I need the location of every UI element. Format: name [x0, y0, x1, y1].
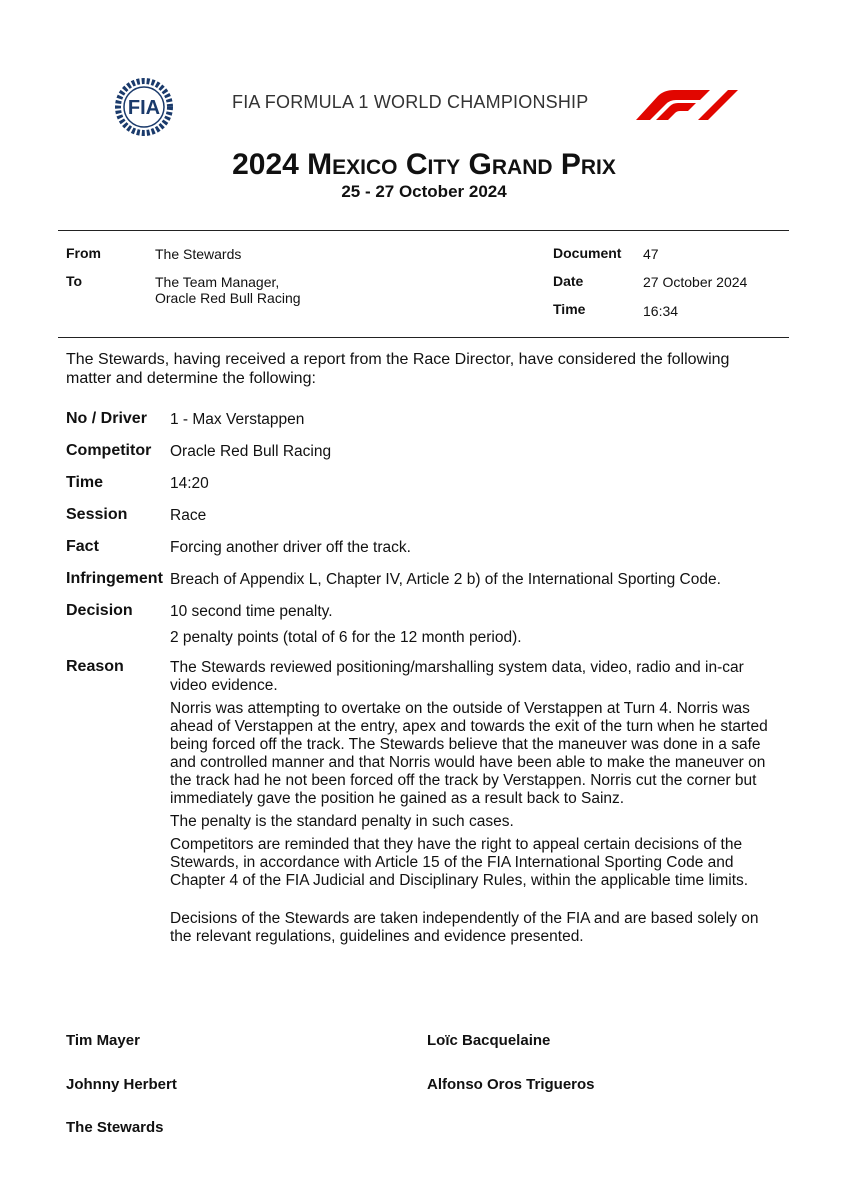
stewards-footer: The Stewards — [66, 1119, 164, 1136]
reason-paragraph: The Stewards reviewed positioning/marshalling system data, video, radio and in-car video evidence. — [170, 659, 744, 694]
steward-signature: Johnny Herbert — [66, 1076, 177, 1093]
f1-logo-icon — [636, 88, 738, 120]
championship-name: FIA FORMULA 1 WORLD CHAMPIONSHIP — [232, 92, 589, 112]
steward-signature: Tim Mayer — [66, 1032, 140, 1049]
to-value-line: Oracle Red Bull Racing — [155, 290, 301, 306]
decision-value — [170, 603, 770, 652]
top-divider — [58, 230, 789, 231]
reason-value — [170, 659, 770, 951]
decision-line: 10 second time penalty. — [170, 603, 333, 620]
from-value: The Stewards — [155, 246, 242, 262]
driver-value: 1 - Max Verstappen — [170, 411, 305, 428]
to-value-line: The Team Manager, — [155, 274, 280, 290]
competitor-value: Oracle Red Bull Racing — [170, 443, 332, 460]
reason-paragraph: Norris was attempting to overtake on the outside of Verstappen at Turn 4. Norris was ahead of Verstappen at the entry, apex and towards the exit of the turn when he started being forced off the track. The Stewards believe that the maneuver was done in a safe and controlled manner and that Norris would have been able to make the maneuver on the track had he not been forced off the track by Verstappen. Norris cut the corner but immediately gave the position he gained as a result back to Sainz. — [170, 700, 768, 807]
time-value: 16:34 — [643, 303, 679, 319]
reason-paragraph: Decisions of the Stewards are taken independently of the FIA and are based solely on the relevant regulations, guidelines and evidence presented. — [170, 910, 759, 945]
infringement-label: Infringement — [66, 570, 163, 587]
decision-line: 2 penalty points (total of 6 for the 12 month period). — [170, 629, 522, 646]
reason-paragraph: Competitors are reminded that they have the right to appeal certain decisions of the Stewards, in accordance with Article 15 of the FIA International Sporting Code and Chapter 4 of the FIA Judicial and Disciplinary Rules, within the applicable time limits. — [170, 836, 749, 889]
fia-logo-text: FIA — [127, 97, 161, 119]
reason-paragraph: The penalty is the standard penalty in such cases. — [170, 813, 514, 830]
event-dates: 25 - 27 October 2024 — [341, 182, 507, 201]
intro-text: The Stewards, having received a report from the Race Director, have considered the following matter and determine the following: — [66, 351, 730, 387]
competitor-label: Competitor — [66, 442, 152, 459]
date-value: 27 October 2024 — [643, 274, 748, 290]
reason-label: Reason — [66, 658, 124, 675]
document-header — [0, 0, 848, 140]
decision-label: Decision — [66, 602, 133, 619]
time-detail-label: Time — [66, 474, 104, 491]
date-label: Date — [553, 273, 584, 289]
time-label: Time — [553, 301, 586, 317]
to-label: To — [66, 273, 83, 289]
fact-value: Forcing another driver off the track. — [170, 539, 411, 556]
time-detail-value: 14:20 — [170, 475, 209, 492]
fact-label: Fact — [66, 538, 99, 555]
steward-signature: Alfonso Oros Trigueros — [427, 1076, 595, 1093]
steward-signature: Loïc Bacquelaine — [427, 1032, 551, 1049]
session-label: Session — [66, 506, 128, 523]
document-label: Document — [553, 245, 622, 261]
from-label: From — [66, 245, 101, 261]
to-value — [155, 274, 301, 306]
infringement-value: Breach of Appendix L, Chapter IV, Article 2 b) of the International Sporting Code. — [170, 571, 721, 588]
driver-label: No / Driver — [66, 410, 147, 427]
fia-logo-icon — [106, 78, 182, 136]
session-value: Race — [170, 507, 207, 524]
bottom-divider — [58, 337, 789, 338]
document-value: 47 — [643, 246, 659, 262]
page-title: 2024 Mexico City Grand Prix — [232, 148, 616, 181]
